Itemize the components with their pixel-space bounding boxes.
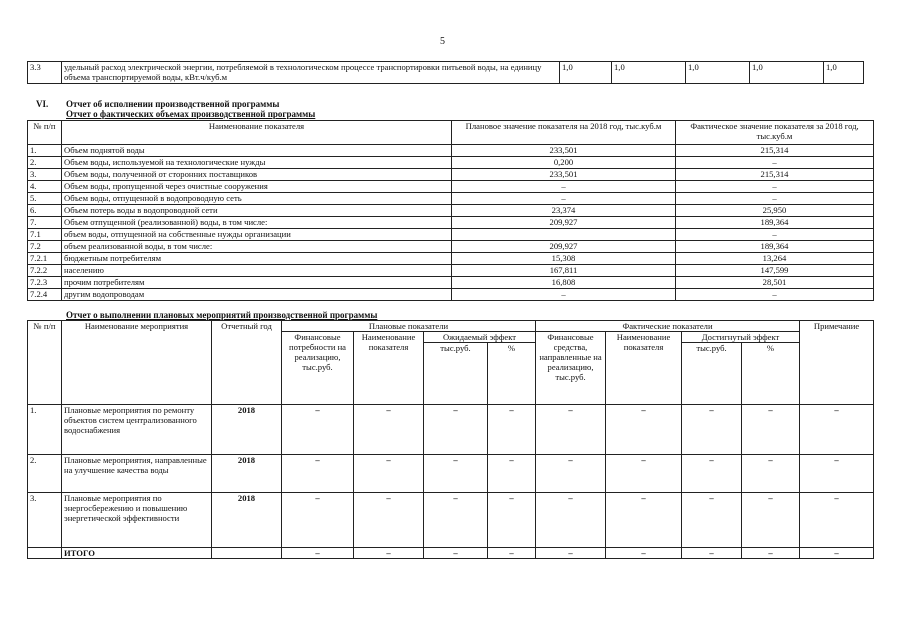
table-row	[28, 289, 874, 301]
value-cell: –	[742, 493, 800, 548]
value-cell: –	[282, 455, 354, 493]
indicator-name: другим водопроводам	[62, 289, 452, 301]
measures-subtitle: Отчет о выполнении плановых мероприятий производственной программы	[66, 310, 378, 320]
page-number: 5	[440, 36, 445, 47]
header-year: Отчетный год	[212, 321, 282, 405]
indicator-name: Объем отпущенной (реализованной) воды, в том числе:	[62, 217, 452, 229]
table-header-row	[28, 321, 874, 332]
indicator-name: Объем поднятой воды	[62, 145, 452, 157]
indicator-name: бюджетным потребителям	[62, 253, 452, 265]
value-cell: –	[424, 493, 488, 548]
indicator-name: удельный расход электрической энергии, потребляемой в технологическом процессе транспортировки питьевой воды, на единицу объема транспортируемой воды, кВт.ч/куб.м	[62, 62, 560, 84]
header-plan-rub: тыс.руб.	[424, 343, 488, 405]
fact-value: 13,264	[676, 253, 874, 265]
plan-value: 233,501	[452, 145, 676, 157]
table-row	[28, 181, 874, 193]
total-label: ИТОГО	[62, 548, 212, 559]
measure-name: Плановые мероприятия по энергосбережению и повышению энергетической эффективности	[62, 493, 212, 548]
plan-value: –	[452, 193, 676, 205]
header-fact-group: Фактические показатели	[536, 321, 800, 332]
indicator-name: Объем воды, полученной от сторонних поставщиков	[62, 169, 452, 181]
table-row	[28, 493, 874, 548]
row-number: 1.	[28, 145, 62, 157]
row-number: 3.	[28, 169, 62, 181]
plan-value: 167,811	[452, 265, 676, 277]
value-cell: –	[354, 405, 424, 455]
plan-value: 233,501	[452, 169, 676, 181]
section-title: Отчет об исполнении производственной программы	[66, 99, 280, 109]
plan-value	[452, 229, 676, 241]
indicator-name: прочим потребителям	[62, 277, 452, 289]
value-cell: –	[488, 548, 536, 559]
table-row	[28, 405, 874, 455]
value-cell: –	[536, 493, 606, 548]
row-number: 7.2.3	[28, 277, 62, 289]
header-plan-fin: Финансовые потребности на реализацию, тыс.руб.	[282, 332, 354, 405]
plan-value: 0,200	[452, 157, 676, 169]
value-cell: –	[742, 548, 800, 559]
plan-value: –	[452, 289, 676, 301]
table-row	[28, 241, 874, 253]
value-cell: 1,0	[686, 62, 750, 84]
value-cell: –	[800, 493, 874, 548]
value-cell: –	[282, 548, 354, 559]
value-cell: 1,0	[750, 62, 824, 84]
value-cell: –	[424, 405, 488, 455]
fact-value: –	[676, 289, 874, 301]
row-number: 4.	[28, 181, 62, 193]
fact-value: –	[676, 193, 874, 205]
header-note: Примечание	[800, 321, 874, 405]
row-number: 7.2	[28, 241, 62, 253]
header-plan-pct: %	[488, 343, 536, 405]
value-cell: –	[682, 493, 742, 548]
table-row	[28, 277, 874, 289]
table-header-row	[28, 121, 874, 145]
report-year: 2018	[212, 455, 282, 493]
fact-value: –	[676, 157, 874, 169]
fact-value: 25,950	[676, 205, 874, 217]
value-cell: –	[282, 493, 354, 548]
value-cell: –	[536, 455, 606, 493]
table-row	[28, 229, 874, 241]
fact-value: 189,364	[676, 217, 874, 229]
value-cell: –	[800, 548, 874, 559]
header-fact-indicator: Наименование показателя	[606, 332, 682, 405]
value-cell: –	[424, 548, 488, 559]
row-number: 7.2.4	[28, 289, 62, 301]
value-cell: –	[606, 493, 682, 548]
row-number: 2.	[28, 455, 62, 493]
row-number: 3.3	[28, 62, 62, 84]
value-cell: –	[606, 405, 682, 455]
fact-value: 215,314	[676, 169, 874, 181]
value-cell: –	[488, 455, 536, 493]
value-cell: –	[488, 493, 536, 548]
value-cell: –	[742, 455, 800, 493]
header-fact-pct: %	[742, 343, 800, 405]
value-cell: 1,0	[824, 62, 864, 84]
value-cell: –	[354, 455, 424, 493]
fact-value: –	[676, 181, 874, 193]
indicator-name: объем реализованной воды, в том числе:	[62, 241, 452, 253]
header-fact-effect: Достигнутый эффект	[682, 332, 800, 343]
fact-value: 28,501	[676, 277, 874, 289]
fact-value: –	[676, 229, 874, 241]
indicator-name: Объем воды, отпущенной в водопроводную сеть	[62, 193, 452, 205]
value-cell: –	[536, 548, 606, 559]
value-cell: –	[606, 548, 682, 559]
indicator-name: объем воды, отпущенной на собственные нужды организации	[62, 229, 452, 241]
measure-name: Плановые мероприятия по ремонту объектов систем централизованного водоснабжения	[62, 405, 212, 455]
plan-value: 209,927	[452, 217, 676, 229]
plan-value: 23,374	[452, 205, 676, 217]
row-number: 7.2.2	[28, 265, 62, 277]
volumes-table	[27, 120, 874, 301]
table-row	[28, 205, 874, 217]
indicators-continuation-table	[27, 61, 864, 84]
header-num: № п/п	[28, 321, 62, 405]
report-year: 2018	[212, 405, 282, 455]
row-number: 1.	[28, 405, 62, 455]
indicator-name: Объем потерь воды в водопроводной сети	[62, 205, 452, 217]
header-name: Наименование мероприятия	[62, 321, 212, 405]
value-cell: –	[682, 405, 742, 455]
header-fact-fin: Финансовые средства, направленные на реализацию, тыс.руб.	[536, 332, 606, 405]
value-cell: –	[282, 405, 354, 455]
row-number: 7.1	[28, 229, 62, 241]
table-row	[28, 253, 874, 265]
table-row	[28, 217, 874, 229]
value-cell: –	[354, 493, 424, 548]
value-cell: 1,0	[560, 62, 612, 84]
fact-value: 215,314	[676, 145, 874, 157]
row-number: 3.	[28, 493, 62, 548]
value-cell: –	[800, 455, 874, 493]
row-number	[28, 548, 62, 559]
volumes-subtitle: Отчет о фактических объемах производственной программы	[66, 109, 316, 119]
section-number: VI.	[36, 99, 49, 109]
table-row	[28, 62, 864, 84]
header-plan-group: Плановые показатели	[282, 321, 536, 332]
header-fact: Фактическое значение показателя за 2018 год, тыс.куб.м	[676, 121, 874, 145]
value-cell: –	[606, 455, 682, 493]
value-cell: –	[424, 455, 488, 493]
measures-table	[27, 320, 874, 559]
indicator-name: Объем воды, используемой на технологические нужды	[62, 157, 452, 169]
value-cell: –	[354, 548, 424, 559]
row-number: 6.	[28, 205, 62, 217]
value-cell: –	[488, 405, 536, 455]
value-cell: –	[682, 548, 742, 559]
report-year: 2018	[212, 493, 282, 548]
header-fact-rub: тыс.руб.	[682, 343, 742, 405]
indicator-name: населению	[62, 265, 452, 277]
table-row	[28, 145, 874, 157]
header-plan: Плановое значение показателя на 2018 год, тыс.куб.м	[452, 121, 676, 145]
header-num: № п/п	[28, 121, 62, 145]
fact-value: 189,364	[676, 241, 874, 253]
value-cell: –	[742, 405, 800, 455]
value-cell: 1,0	[612, 62, 686, 84]
total-row	[28, 548, 874, 559]
table-row	[28, 193, 874, 205]
plan-value: 209,927	[452, 241, 676, 253]
plan-value: –	[452, 181, 676, 193]
plan-value: 15,308	[452, 253, 676, 265]
report-year	[212, 548, 282, 559]
table-row	[28, 157, 874, 169]
row-number: 7.	[28, 217, 62, 229]
measure-name: Плановые мероприятия, направленные на улучшение качества воды	[62, 455, 212, 493]
header-plan-indicator: Наименование показателя	[354, 332, 424, 405]
header-plan-effect: Ожидаемый эффект	[424, 332, 536, 343]
row-number: 5.	[28, 193, 62, 205]
table-row	[28, 169, 874, 181]
row-number: 2.	[28, 157, 62, 169]
row-number: 7.2.1	[28, 253, 62, 265]
value-cell: –	[536, 405, 606, 455]
indicator-name: Объем воды, пропущенной через очистные сооружения	[62, 181, 452, 193]
plan-value: 16,808	[452, 277, 676, 289]
header-name: Наименование показателя	[62, 121, 452, 145]
table-row	[28, 265, 874, 277]
fact-value: 147,599	[676, 265, 874, 277]
value-cell: –	[800, 405, 874, 455]
value-cell: –	[682, 455, 742, 493]
table-row	[28, 455, 874, 493]
